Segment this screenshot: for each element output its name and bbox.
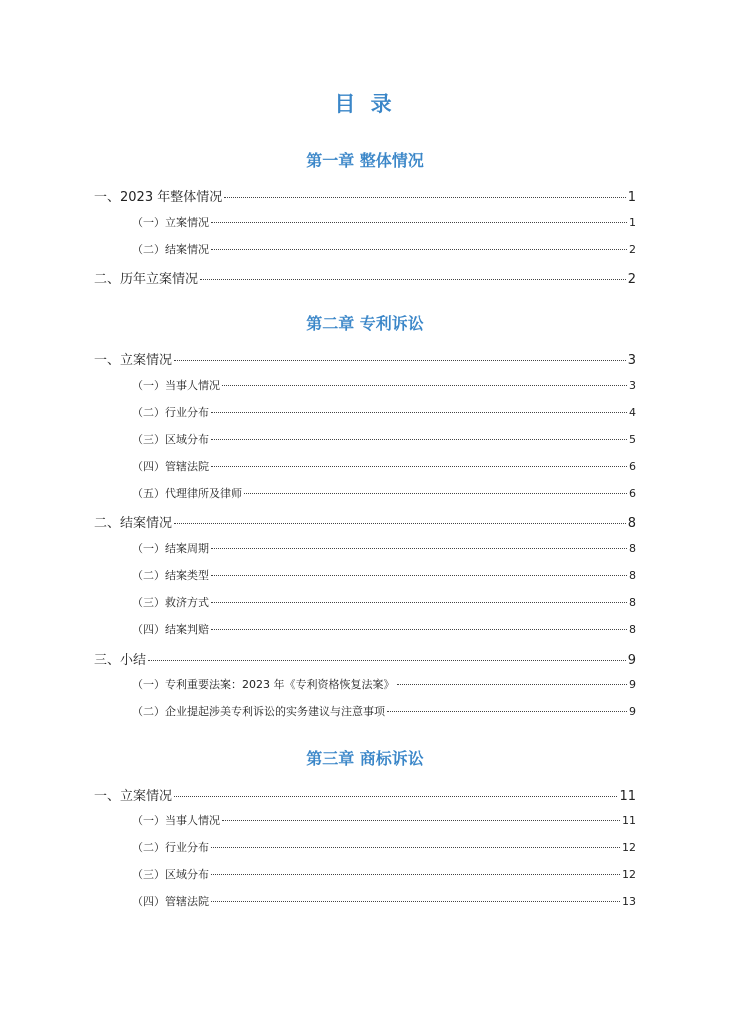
dot-leader bbox=[211, 847, 620, 848]
toc-entry-label: （二）结案情况 bbox=[132, 243, 209, 256]
toc-entry-page: 12 bbox=[622, 868, 636, 881]
toc-entry-label: 二、历年立案情况 bbox=[94, 272, 199, 287]
toc-entry-page: 12 bbox=[622, 841, 636, 854]
toc-entry[interactable] bbox=[132, 893, 636, 909]
chapter-1-title: 第一章 整体情况 bbox=[306, 151, 424, 170]
toc-entry-label: （一）立案情况 bbox=[132, 216, 209, 229]
toc-entry-page: 8 bbox=[627, 516, 636, 531]
toc-entry-page: 3 bbox=[627, 353, 636, 368]
toc-entry[interactable] bbox=[94, 268, 636, 287]
toc-entry[interactable] bbox=[132, 621, 636, 637]
dot-leader bbox=[174, 360, 626, 361]
toc-entry-label: （二）行业分布 bbox=[132, 406, 209, 419]
toc-entry[interactable] bbox=[132, 540, 636, 556]
toc-entry-label: （五）代理律所及律师 bbox=[132, 487, 242, 500]
toc-entry-label: （一）结案周期 bbox=[132, 542, 209, 555]
chapter-2-title: 第二章 专利诉讼 bbox=[306, 314, 424, 333]
toc-entry[interactable] bbox=[132, 703, 636, 719]
toc-entry[interactable] bbox=[94, 349, 636, 368]
toc-entry[interactable] bbox=[132, 812, 636, 828]
toc-title: 目 录 bbox=[334, 92, 396, 116]
dot-leader bbox=[211, 249, 627, 250]
dot-leader bbox=[244, 493, 627, 494]
toc-entry[interactable] bbox=[132, 839, 636, 855]
toc-entry[interactable] bbox=[132, 567, 636, 583]
toc-entry-label: 二、结案情况 bbox=[94, 516, 173, 531]
toc-entry-label: （三）区域分布 bbox=[132, 433, 209, 446]
toc-entry-label: （四）结案判赔 bbox=[132, 623, 209, 636]
dot-leader bbox=[211, 874, 620, 875]
dot-leader bbox=[211, 412, 627, 413]
toc-entry[interactable] bbox=[132, 241, 636, 257]
dot-leader bbox=[211, 466, 627, 467]
dot-leader bbox=[211, 901, 620, 902]
toc-entry-label: （四）管辖法院 bbox=[132, 460, 209, 473]
toc-entry-page: 6 bbox=[629, 460, 636, 473]
toc-entry-page: 2 bbox=[627, 272, 636, 287]
toc-entry-page: 1 bbox=[629, 216, 636, 229]
toc-entry-page: 4 bbox=[629, 406, 636, 419]
toc-entry-label: 三、小结 bbox=[94, 653, 147, 668]
toc-entry[interactable] bbox=[132, 214, 636, 230]
toc-entry[interactable] bbox=[132, 676, 636, 692]
toc-entry-label: 一、立案情况 bbox=[94, 789, 173, 804]
toc-entry-page: 5 bbox=[629, 433, 636, 446]
dot-leader bbox=[222, 385, 627, 386]
dot-leader bbox=[211, 439, 627, 440]
toc-entry-page: 9 bbox=[627, 653, 636, 668]
toc-entry-label: 一、立案情况 bbox=[94, 353, 173, 368]
toc-entry-label: （二）行业分布 bbox=[132, 841, 209, 854]
toc-entry-page: 3 bbox=[629, 379, 636, 392]
toc-entry-page: 1 bbox=[627, 190, 636, 205]
toc-entry-label: （三）救济方式 bbox=[132, 596, 209, 609]
toc-entry-label: （二）企业提起涉美专利诉讼的实务建议与注意事项 bbox=[132, 705, 385, 718]
dot-leader bbox=[211, 575, 627, 576]
dot-leader bbox=[200, 279, 626, 280]
toc-entry-page: 13 bbox=[622, 895, 636, 908]
toc-entry-page: 8 bbox=[629, 623, 636, 636]
toc-entry-label: （三）区域分布 bbox=[132, 868, 209, 881]
toc-entry-page: 6 bbox=[629, 487, 636, 500]
dot-leader bbox=[211, 629, 627, 630]
toc-entry[interactable] bbox=[132, 594, 636, 610]
toc-entry[interactable] bbox=[132, 458, 636, 474]
dot-leader bbox=[211, 548, 627, 549]
toc-entry[interactable] bbox=[94, 512, 636, 531]
toc-entry-page: 8 bbox=[629, 596, 636, 609]
toc-entry-page: 11 bbox=[619, 789, 636, 804]
dot-leader bbox=[174, 523, 626, 524]
toc-entry-label: （四）管辖法院 bbox=[132, 895, 209, 908]
dot-leader bbox=[211, 602, 627, 603]
toc-entry-page: 2 bbox=[629, 243, 636, 256]
toc-entry-label: （一）专利重要法案：2023 年《专利资格恢复法案》 bbox=[132, 678, 395, 691]
toc-entry[interactable] bbox=[132, 377, 636, 393]
dot-leader bbox=[224, 197, 626, 198]
toc-entry-page: 11 bbox=[622, 814, 636, 827]
dot-leader bbox=[211, 222, 627, 223]
toc-entry-label: （一）当事人情况 bbox=[132, 814, 220, 827]
toc-entry[interactable] bbox=[94, 649, 636, 668]
toc-entry[interactable] bbox=[132, 866, 636, 882]
toc-entry-page: 9 bbox=[629, 678, 636, 691]
dot-leader bbox=[174, 796, 617, 797]
toc-entry-page: 8 bbox=[629, 542, 636, 555]
toc-entry-label: （二）结案类型 bbox=[132, 569, 209, 582]
toc-entry-page: 8 bbox=[629, 569, 636, 582]
toc-entry-label: 一、2023 年整体情况 bbox=[94, 190, 223, 205]
dot-leader bbox=[387, 711, 627, 712]
dot-leader bbox=[397, 684, 628, 685]
toc-entry[interactable] bbox=[94, 186, 636, 205]
toc-entry[interactable] bbox=[132, 485, 636, 501]
toc-entry-page: 9 bbox=[629, 705, 636, 718]
dot-leader bbox=[222, 820, 620, 821]
toc-entry[interactable] bbox=[94, 785, 636, 804]
chapter-3-title: 第三章 商标诉讼 bbox=[306, 749, 424, 768]
toc-entry[interactable] bbox=[132, 404, 636, 420]
toc-entry[interactable] bbox=[132, 431, 636, 447]
dot-leader bbox=[148, 660, 626, 661]
toc-entry-label: （一）当事人情况 bbox=[132, 379, 220, 392]
